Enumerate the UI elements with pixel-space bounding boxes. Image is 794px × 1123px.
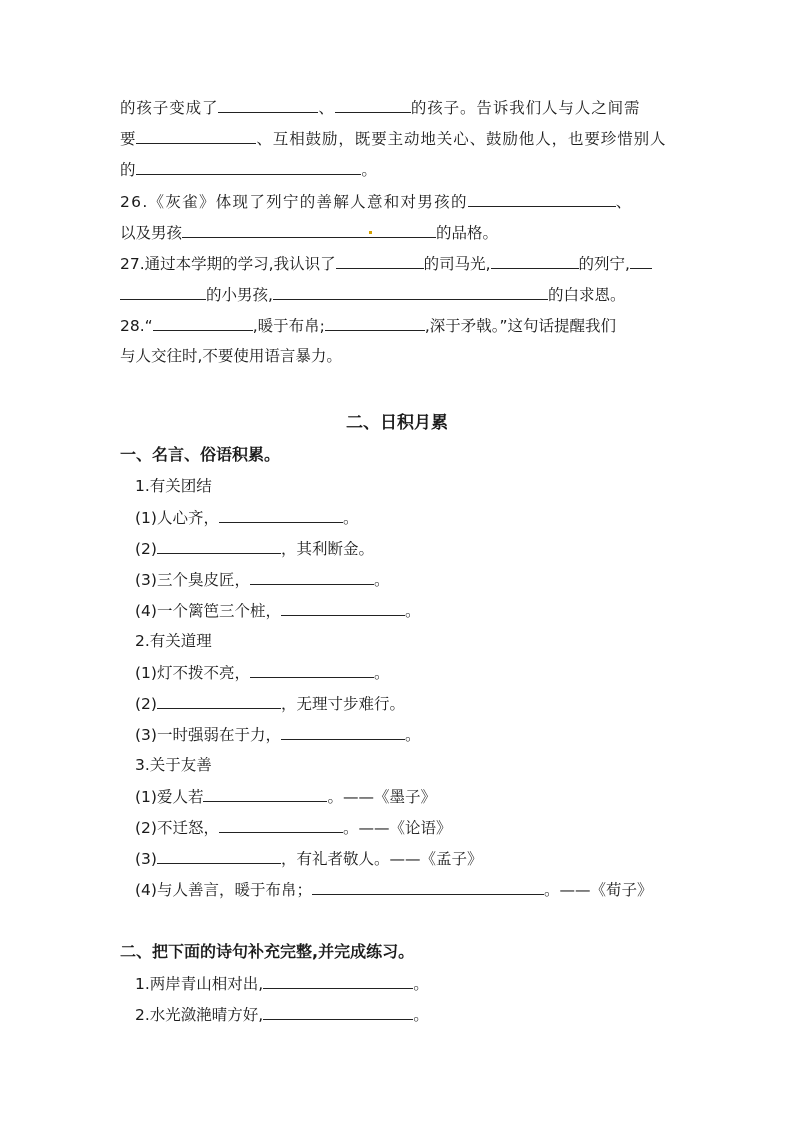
text: (1)爱人若	[135, 788, 204, 806]
q26-line-1	[120, 190, 680, 213]
list-item	[135, 661, 695, 684]
text: (4)一个篱笆三个桩，	[135, 602, 281, 620]
answer-blank[interactable]	[203, 785, 327, 802]
answer-blank[interactable]	[281, 599, 405, 616]
text: 1.两岸青山相对出,	[135, 975, 264, 993]
q25-line-1	[120, 96, 680, 119]
answer-blank[interactable]	[263, 1003, 413, 1020]
list-item	[135, 878, 695, 901]
text: 的列宁,	[578, 255, 630, 273]
text: 与人交往时,不要使用语言暴力。	[120, 347, 342, 365]
answer-blank[interactable]	[219, 506, 343, 523]
text: (1)灯不拨不亮，	[135, 664, 250, 682]
group3-title: 3.关于友善	[135, 756, 212, 774]
text: ，其利断金。	[280, 540, 374, 558]
answer-blank[interactable]	[157, 537, 281, 554]
list-item	[135, 972, 695, 995]
answer-blank[interactable]	[273, 283, 548, 300]
answer-blank[interactable]	[157, 847, 281, 864]
text: 的司马光,	[423, 255, 491, 273]
text: 、	[615, 193, 632, 211]
q26-line-2	[120, 221, 680, 244]
list-item	[135, 692, 695, 715]
text: 。——《墨子》	[327, 788, 436, 806]
text: 的品格。	[436, 224, 499, 242]
answer-blank[interactable]	[336, 252, 424, 269]
text: (3)	[135, 850, 157, 868]
text: ,暖于布帛;	[252, 317, 325, 335]
text: (2)不迁怒，	[135, 819, 219, 837]
text: 的	[120, 161, 137, 179]
text: (1)人心齐，	[135, 509, 219, 527]
section-title: 二、日积月累	[346, 413, 448, 433]
q28-line-2	[120, 345, 680, 367]
group1-title: 1.有关团结	[135, 477, 212, 495]
text: 。	[373, 664, 390, 682]
text: 。	[404, 726, 421, 744]
list-item	[135, 816, 695, 839]
group2-title: 2.有关道理	[135, 632, 212, 650]
answer-blank[interactable]	[281, 723, 405, 740]
text: 。——《论语》	[342, 819, 452, 837]
list-item	[135, 599, 695, 622]
answer-blank[interactable]	[263, 972, 413, 989]
q28-line-1	[120, 314, 680, 337]
list-item	[135, 506, 695, 529]
q25-line-3	[120, 158, 680, 181]
part2-title: 二、把下面的诗句补充完整,并完成练习。	[120, 942, 415, 961]
answer-blank[interactable]	[468, 190, 616, 207]
text: (4)与人善言，暖于布帛；	[135, 881, 312, 899]
q25-line-2	[120, 127, 680, 150]
answer-blank[interactable]	[219, 816, 343, 833]
answer-blank[interactable]	[335, 96, 411, 113]
text: 28.“	[120, 317, 153, 335]
list-item	[135, 568, 695, 591]
text: 的孩子。告诉我们人与人之间需	[410, 99, 641, 117]
list-item	[135, 785, 695, 808]
answer-blank[interactable]	[250, 661, 374, 678]
answer-blank[interactable]	[120, 283, 206, 300]
text: 27.通过本学期的学习,我认识了	[120, 255, 336, 273]
text: (2)	[135, 540, 157, 558]
text: (2)	[135, 695, 157, 713]
answer-blank[interactable]	[312, 878, 544, 895]
text: 。	[413, 975, 429, 993]
answer-blank[interactable]	[182, 221, 436, 238]
answer-blank[interactable]	[491, 252, 579, 269]
text: 以及男孩	[120, 224, 183, 242]
q27-line-1	[120, 252, 680, 275]
text: 2.水光潋滟晴方好,	[135, 1006, 264, 1024]
yellow-dot	[369, 231, 372, 234]
text: ，无理寸步难行。	[280, 695, 405, 713]
text: 。	[373, 571, 390, 589]
text: 。——《荀子》	[543, 881, 653, 899]
list-item	[135, 537, 695, 560]
answer-blank[interactable]	[218, 96, 318, 113]
text: (3)一时强弱在于力，	[135, 726, 281, 744]
text: 的白求恩。	[547, 286, 626, 304]
answer-blank[interactable]	[157, 692, 281, 709]
text: 。	[342, 509, 359, 527]
text: (3)三个臭皮匠，	[135, 571, 250, 589]
answer-blank[interactable]	[325, 314, 425, 331]
text: 的小男孩,	[206, 286, 273, 304]
q27-line-2	[120, 283, 680, 306]
list-item	[135, 847, 695, 870]
answer-blank[interactable]	[250, 568, 374, 585]
text: 、	[318, 99, 335, 117]
text: 。	[413, 1006, 429, 1024]
answer-blank[interactable]	[153, 314, 253, 331]
part1-title: 一、名言、俗语积累。	[120, 445, 281, 464]
answer-blank[interactable]	[136, 127, 256, 144]
answer-blank[interactable]	[630, 252, 652, 269]
text: 要	[120, 130, 137, 148]
list-item	[135, 1003, 695, 1026]
text: 、互相鼓励，既要主动地关心、鼓励他人，也要珍惜别人	[256, 130, 667, 148]
text: ,深于矛戟。”这句话提醒我们	[424, 317, 617, 335]
text: 。	[404, 602, 421, 620]
text: ，有礼者敬人。——《孟子》	[280, 850, 483, 868]
list-item	[135, 723, 695, 746]
text: 26.《灰雀》体现了列宁的善解人意和对男孩的	[120, 193, 468, 211]
text: 的孩子变成了	[120, 99, 219, 117]
answer-blank[interactable]	[136, 158, 361, 175]
text: 。	[361, 161, 378, 179]
